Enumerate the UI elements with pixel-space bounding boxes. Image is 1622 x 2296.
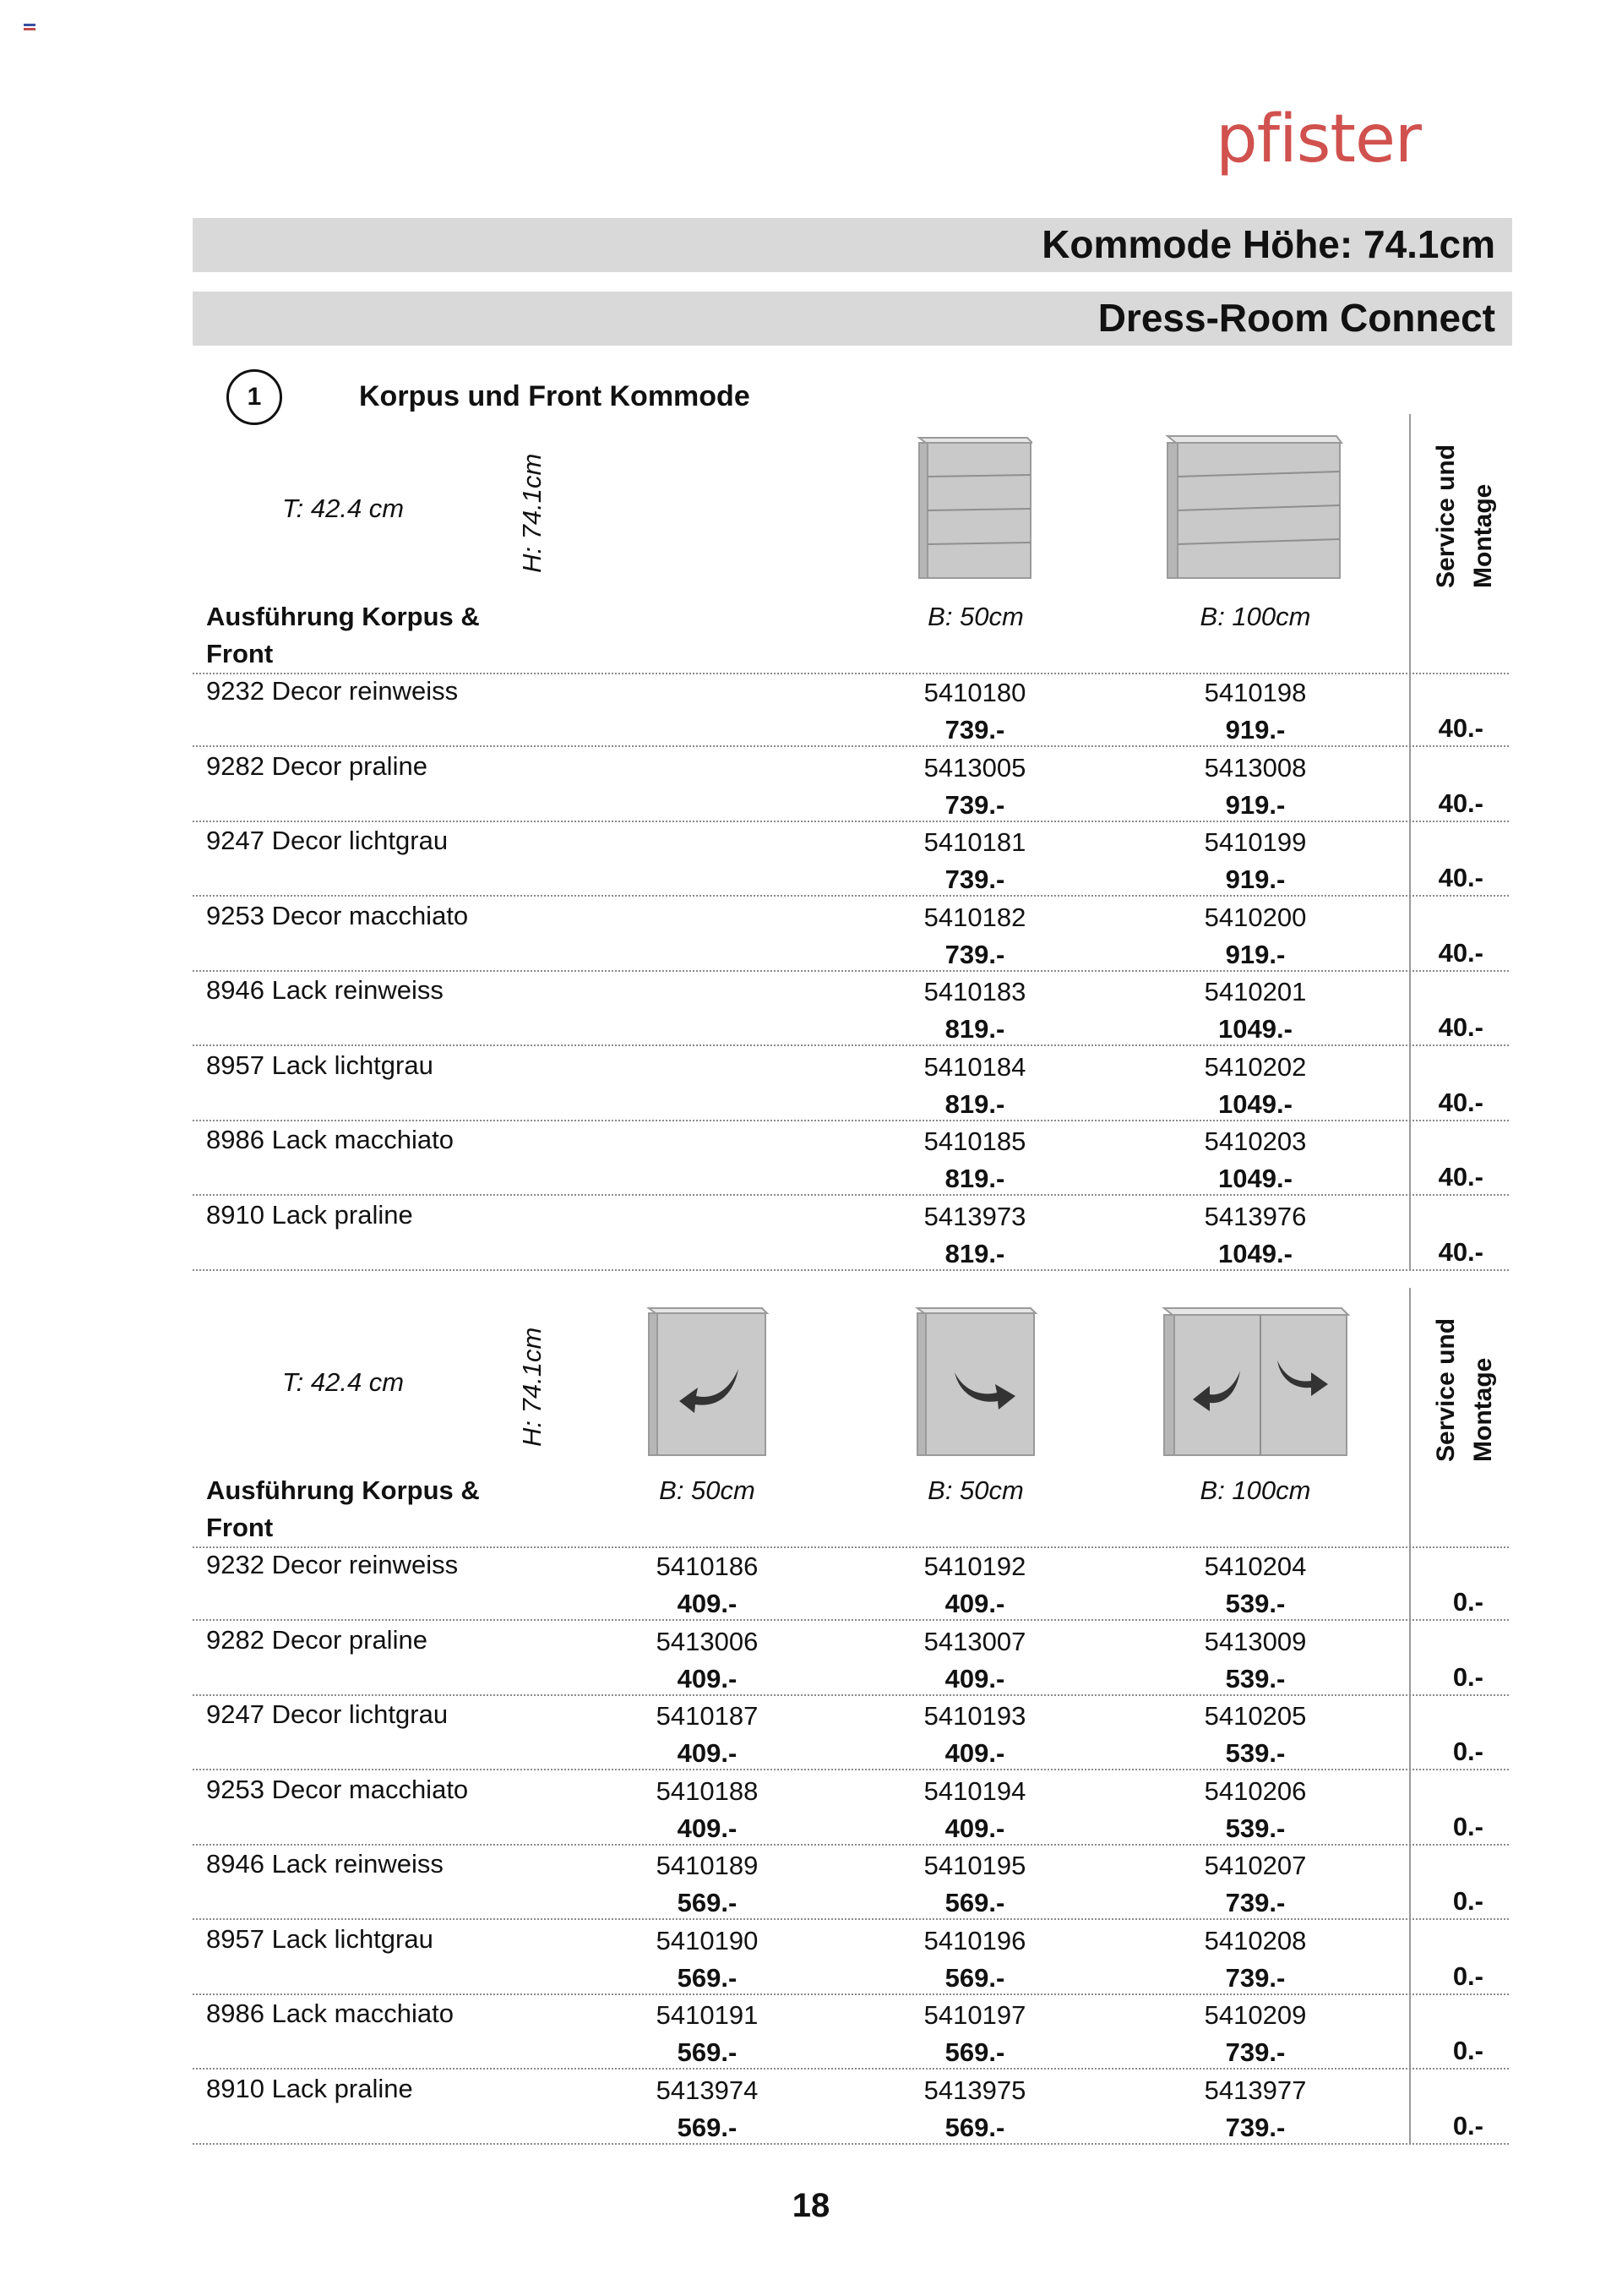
price: 919.- — [1225, 864, 1286, 894]
table-row — [193, 2070, 1509, 2145]
price-cell — [1162, 1698, 1348, 1772]
article-number: 5413975 — [923, 2075, 1026, 2105]
table-row — [193, 1121, 1509, 1196]
table-row — [193, 1047, 1509, 1121]
price: 819.- — [944, 1088, 1005, 1119]
table-row — [193, 1622, 1509, 1696]
drawer-chest-wide-icon — [1164, 429, 1343, 585]
header-collection-title: Dress-Room Connect — [1097, 296, 1495, 340]
price: 919.- — [1225, 789, 1286, 820]
finish-name: 8957 Lack lichtgrau — [206, 1923, 433, 1954]
service-price: 0.- — [1452, 1886, 1483, 1916]
article-number: 5410192 — [923, 1552, 1026, 1581]
service-price: 40.- — [1438, 863, 1483, 892]
price-cell — [882, 824, 1068, 898]
table-row — [193, 1846, 1509, 1920]
price: 819.- — [944, 1164, 1005, 1193]
price: 569.- — [677, 1888, 738, 1917]
page-number: 18 — [792, 2187, 830, 2224]
article-number: 5413973 — [923, 1201, 1026, 1231]
table-row — [193, 1995, 1509, 2070]
finish-column-header — [206, 1472, 510, 1546]
price: 739.- — [944, 789, 1005, 820]
article-number: 5410207 — [1204, 1851, 1307, 1880]
price: 1049.- — [1218, 1088, 1293, 1119]
corner-mark-icon — [24, 24, 35, 32]
finish-name: 8910 Lack praline — [206, 2073, 413, 2103]
price-cell — [882, 1198, 1068, 1273]
price-cell — [614, 1997, 800, 2071]
column-width-label: B: 50cm — [659, 1475, 755, 1505]
price-cell — [614, 1773, 800, 1847]
price-cell — [614, 1847, 800, 1922]
brand-logo: pfister — [1216, 101, 1421, 177]
finish-name: 9253 Decor macchiato — [206, 900, 469, 930]
row-divider — [193, 2143, 1509, 2145]
finish-column-header — [206, 598, 510, 673]
finish-header-line1: Ausführung Korpus & — [206, 602, 480, 631]
article-number: 5410203 — [1204, 1126, 1307, 1156]
price-cell — [882, 973, 1068, 1048]
service-price: 0.- — [1452, 2036, 1483, 2065]
price-cell — [1162, 899, 1348, 973]
price: 409.- — [944, 1589, 1005, 1618]
article-number: 5413007 — [923, 1626, 1026, 1656]
article-number: 5413006 — [656, 1626, 759, 1656]
service-header — [1428, 1318, 1502, 1462]
section-title: Korpus und Front Kommode — [359, 380, 750, 412]
service-price: 40.- — [1438, 713, 1483, 743]
price: 739.- — [944, 864, 1005, 894]
price-cell — [882, 674, 1068, 749]
price-cell — [614, 1922, 800, 1997]
section-number: 1 — [247, 383, 262, 411]
article-number: 5410186 — [656, 1552, 759, 1581]
service-header-line2: Montage — [1469, 483, 1497, 588]
height-label: H: 74.1cm — [517, 1327, 547, 1447]
price: 409.- — [677, 1813, 738, 1843]
article-number: 5410204 — [1204, 1552, 1307, 1581]
price: 409.- — [944, 1813, 1005, 1843]
price: 739.- — [944, 715, 1005, 744]
article-number: 5413009 — [1204, 1626, 1307, 1656]
service-price: 40.- — [1438, 788, 1483, 818]
price: 569.- — [944, 2112, 1005, 2142]
price-cell — [614, 2072, 800, 2146]
table-row — [193, 1696, 1509, 1770]
price: 919.- — [1225, 715, 1286, 744]
article-number: 5410194 — [923, 1775, 1026, 1806]
price: 569.- — [677, 2037, 738, 2067]
price-cell — [882, 1548, 1068, 1622]
door-cabinet-right-icon — [912, 1301, 1039, 1462]
article-number: 5410181 — [923, 827, 1026, 857]
table-row — [193, 1771, 1509, 1846]
article-number: 5413976 — [1204, 1201, 1307, 1231]
price: 409.- — [677, 1589, 738, 1618]
header-bar-collection — [193, 292, 1512, 346]
article-number: 5413008 — [1204, 752, 1307, 783]
price-cell — [1162, 1847, 1348, 1922]
table-row — [193, 1921, 1509, 1995]
table-row — [193, 822, 1509, 897]
article-number: 5410200 — [1204, 902, 1307, 932]
price-cell — [882, 750, 1068, 824]
article-number: 5410206 — [1204, 1775, 1307, 1806]
price-cell — [882, 1997, 1068, 2071]
table-row — [193, 748, 1509, 822]
article-number: 5410199 — [1204, 827, 1307, 857]
price: 569.- — [677, 1962, 738, 1993]
price-cell — [1162, 674, 1348, 749]
price-cell — [1162, 973, 1348, 1048]
table-row — [193, 1197, 1509, 1271]
finish-header-line2: Front — [206, 639, 274, 668]
column-width-label: B: 100cm — [1200, 1475, 1311, 1505]
price-cell — [1162, 2072, 1348, 2146]
door-cabinet-double-icon — [1161, 1301, 1352, 1462]
finish-name: 9232 Decor reinweiss — [206, 1550, 459, 1579]
price: 739.- — [944, 939, 1005, 969]
article-number: 5410198 — [1204, 678, 1307, 707]
finish-header-line2: Front — [206, 1513, 274, 1542]
article-number: 5410197 — [923, 2000, 1026, 2030]
finish-name: 8986 Lack macchiato — [206, 1125, 454, 1154]
price-cell — [614, 1623, 800, 1698]
service-header-line1: Service und — [1432, 1317, 1460, 1462]
article-number: 5410196 — [923, 1925, 1026, 1955]
price: 539.- — [1225, 1589, 1286, 1618]
height-label: H: 74.1cm — [517, 453, 547, 573]
price-cell — [1162, 750, 1348, 824]
price: 739.- — [1225, 2112, 1286, 2142]
price: 569.- — [944, 2037, 1005, 2067]
price-cell — [1162, 1922, 1348, 1997]
header-bar-height — [193, 218, 1512, 272]
article-number: 5410188 — [656, 1775, 759, 1806]
finish-name: 9247 Decor lichtgrau — [206, 1699, 449, 1729]
price-cell — [1162, 1548, 1348, 1622]
service-price: 40.- — [1438, 1087, 1483, 1117]
price: 739.- — [1225, 2037, 1286, 2067]
depth-label: T: 42.4 cm — [282, 494, 405, 523]
price-cell — [1162, 1198, 1348, 1273]
price-cell — [882, 1623, 1068, 1698]
price: 409.- — [677, 1663, 738, 1693]
column-width-label: B: 50cm — [928, 1475, 1024, 1505]
service-price: 0.- — [1452, 1737, 1483, 1766]
price-cell — [882, 1773, 1068, 1847]
price-cell — [882, 1123, 1068, 1197]
row-divider — [193, 1269, 1509, 1271]
price-cell — [882, 2072, 1068, 2146]
column-width-label: B: 50cm — [928, 602, 1024, 631]
finish-name: 8910 Lack praline — [206, 1199, 413, 1230]
price: 409.- — [677, 1738, 738, 1768]
table-row — [193, 1546, 1509, 1621]
article-number: 5410201 — [1204, 977, 1307, 1006]
article-number: 5410209 — [1204, 2000, 1307, 2030]
finish-header-line1: Ausführung Korpus & — [206, 1475, 480, 1505]
price: 819.- — [944, 1238, 1005, 1268]
article-number: 5410208 — [1204, 1925, 1307, 1955]
article-number: 5413977 — [1204, 2075, 1307, 2105]
article-number: 5410187 — [656, 1701, 759, 1731]
service-header — [1428, 444, 1502, 588]
service-price: 0.- — [1452, 1661, 1483, 1692]
price: 409.- — [944, 1663, 1005, 1693]
service-header-line1: Service und — [1432, 444, 1460, 588]
finish-name: 8946 Lack reinweiss — [206, 975, 444, 1005]
price: 569.- — [677, 2112, 738, 2142]
table-row — [193, 897, 1509, 972]
price: 739.- — [1225, 1888, 1286, 1917]
price-cell — [1162, 1997, 1348, 2071]
finish-name: 9232 Decor reinweiss — [206, 676, 459, 706]
finish-name: 9247 Decor lichtgrau — [206, 826, 449, 855]
price: 569.- — [944, 1888, 1005, 1917]
price: 539.- — [1225, 1663, 1286, 1693]
price: 919.- — [1225, 939, 1286, 969]
table-row — [193, 673, 1509, 747]
price: 819.- — [944, 1014, 1005, 1044]
price-cell — [1162, 1123, 1348, 1197]
price: 569.- — [944, 1962, 1005, 1993]
price: 539.- — [1225, 1738, 1286, 1768]
price-cell — [1162, 1049, 1348, 1123]
price-cell — [882, 1049, 1068, 1123]
depth-label: T: 42.4 cm — [282, 1367, 405, 1397]
service-price: 40.- — [1438, 1236, 1483, 1267]
article-number: 5410189 — [656, 1851, 759, 1880]
article-number: 5410202 — [1204, 1051, 1307, 1082]
article-number: 5410190 — [656, 1925, 759, 1955]
article-number: 5410180 — [923, 678, 1026, 707]
article-number: 5413005 — [923, 752, 1026, 783]
price: 1049.- — [1218, 1164, 1293, 1193]
table-row — [193, 972, 1509, 1046]
service-price: 40.- — [1438, 1012, 1483, 1042]
price-cell — [882, 1847, 1068, 1922]
price-cell — [614, 1548, 800, 1622]
price-cell — [1162, 824, 1348, 898]
service-price: 40.- — [1438, 1162, 1483, 1192]
price-cell — [614, 1698, 800, 1772]
drawer-chest-4-icon — [914, 431, 1032, 583]
article-number: 5413974 — [656, 2075, 759, 2105]
price: 539.- — [1225, 1813, 1286, 1843]
service-price: 40.- — [1438, 937, 1483, 968]
article-number: 5410184 — [923, 1051, 1026, 1082]
service-header-line2: Montage — [1469, 1357, 1497, 1462]
section-number-badge — [226, 369, 282, 425]
price: 409.- — [944, 1738, 1005, 1768]
article-number: 5410183 — [923, 977, 1026, 1006]
service-price: 0.- — [1452, 1587, 1483, 1617]
article-number: 5410191 — [656, 2000, 759, 2030]
finish-name: 9282 Decor praline — [206, 750, 427, 781]
article-number: 5410185 — [923, 1126, 1026, 1156]
service-price: 0.- — [1452, 2110, 1483, 2141]
column-width-label: B: 100cm — [1200, 602, 1311, 631]
price-cell — [1162, 1623, 1348, 1698]
finish-name: 9253 Decor macchiato — [206, 1774, 469, 1804]
price: 739.- — [1225, 1962, 1286, 1993]
finish-name: 8986 Lack macchiato — [206, 1999, 454, 2028]
price: 1049.- — [1218, 1238, 1293, 1268]
article-number: 5410205 — [1204, 1701, 1307, 1731]
price-cell — [882, 899, 1068, 973]
finish-name: 8957 Lack lichtgrau — [206, 1050, 433, 1080]
door-cabinet-left-icon — [644, 1301, 770, 1462]
service-price: 0.- — [1452, 1811, 1483, 1841]
header-height-title: Kommode Höhe: 74.1cm — [1042, 222, 1495, 266]
article-number: 5410195 — [923, 1851, 1026, 1880]
price-cell — [882, 1698, 1068, 1772]
finish-name: 9282 Decor praline — [206, 1624, 427, 1655]
price-cell — [882, 1922, 1068, 1997]
finish-name: 8946 Lack reinweiss — [206, 1849, 444, 1879]
article-number: 5410182 — [923, 902, 1026, 932]
price-cell — [1162, 1773, 1348, 1847]
service-price: 0.- — [1452, 1961, 1483, 1991]
price: 1049.- — [1218, 1014, 1293, 1044]
article-number: 5410193 — [923, 1701, 1026, 1731]
